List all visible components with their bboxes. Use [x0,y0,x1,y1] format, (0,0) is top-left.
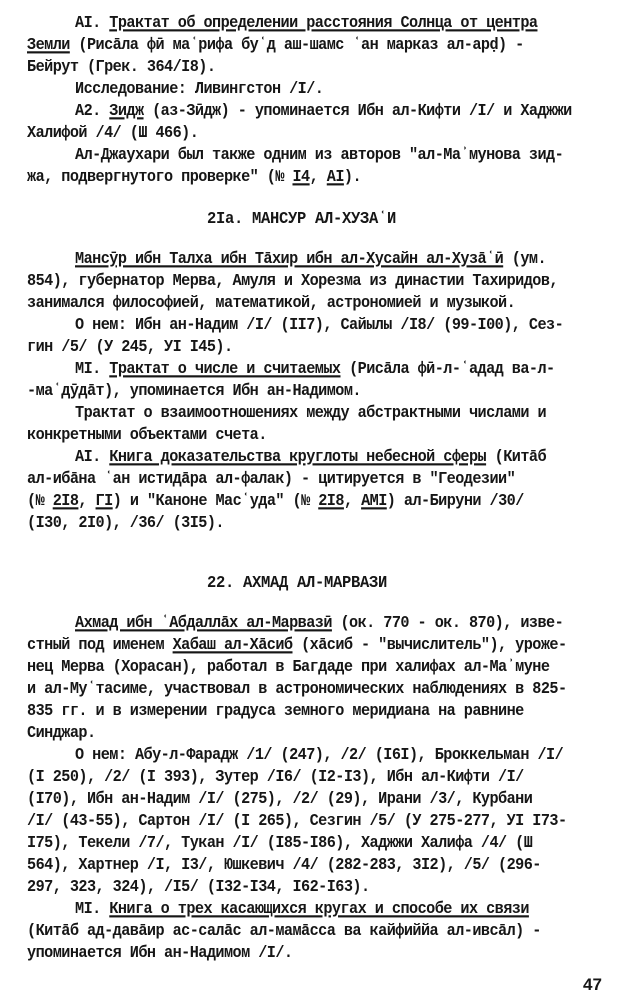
text-segment: (аз-Зӣдж) - упоминается Ибн ал-Кифти /I/ и Хаджжи [143,101,572,121]
text-segment: и ал-Муʿтасиме, участвовал в астрономических наблюдениях в 825- [27,679,567,699]
text-segment: занимался философией, математикой, астрономией и музыкой. [27,293,516,313]
underlined-title: ГI [95,491,113,511]
text-segment: (ок. 770 - ок. 870), изве- [331,613,564,633]
text-line [75,612,563,634]
text-segment: нец Мерва (Хорасан), работал в Багдаде при халифах ал-Маʾмуне [27,657,550,677]
underlined-title: Ахмад ибн ʿАбдаллāх ал-Марвазӣ [75,613,332,633]
text-line [27,942,292,964]
text-segment: О нем: Абу-л-Фарадж /1/ (247), /2/ (I6I), Броккельман /I/ [75,745,564,765]
text-segment: MI. [75,359,110,379]
underlined-title: 2I8 [318,491,344,511]
text-segment: жа, подвергнутого проверке" (№ [27,167,293,187]
text-segment: -маʿдӯдāт), упоминается Ибн ан-Надимом. [27,381,361,401]
text-line [27,270,558,292]
text-segment: ) ал-Бируни /30/ [386,491,524,511]
text-segment: 2Ia. МАНСУР АЛ-ХУЗАʿИ [207,209,397,229]
text-segment: (№ [27,491,53,511]
text-segment: ) и "Каноне Масʿуда" (№ [112,491,319,511]
text-segment: (I 250), /2/ (I 393), Зутер /I6/ (I2-I3), Ибн ал-Кифти /I/ [27,767,524,787]
text-line [75,12,537,34]
text-segment: упоминается Ибн ан-Надимом /I/. [27,943,293,963]
text-line [75,100,572,122]
underlined-title: Книга доказательства круглоты небесной сферы [109,447,487,467]
text-segment: Исследование: Ливингстон /I/. [75,79,324,99]
text-segment: /I/ (43-55), Сартон /I/ (I 265), Сезгин /5/ (У 275-277, УI I73- [27,811,567,831]
text-line [75,248,546,270]
underlined-title: I4 [292,167,310,187]
text-line [27,380,361,402]
text-segment: ). [343,167,362,187]
underlined-title: Мансӯр ибн Талха ибн Тāхир ибн ал-Хусайн ал-Хузāʿӣ [75,249,504,269]
page-number: 47 [583,975,602,994]
text-line [27,634,567,656]
text-segment: , [343,491,362,511]
text-segment: ал-ибāна ʿан истидāра ал-фалак) - цитируется в "Геодезии" [27,469,516,489]
text-line [27,788,532,810]
text-line [27,722,96,744]
text-segment: 564), Хартнер /I, I3/, Юшкевич /4/ (282-283, 3I2), /5/ (296- [27,855,541,875]
text-segment: Трактат о взаимоотношениях между абстрактными числами и [75,403,547,423]
text-segment: Ал-Джаухари был также одним из авторов "ал-Маʾмунова зид- [75,145,564,165]
text-line [75,402,546,424]
text-segment: Халифой /4/ (Ш 466). [27,123,199,143]
underlined-title: Хабаш ал-Хāсиб [172,635,293,655]
text-segment: (Китāб ад-давāир ас-салāс ал-мамāсса ва кайфиййа ал-ивсāл) - [27,921,541,941]
text-line [27,854,541,876]
text-segment: 22. АХМАД АЛ-МАРВАЗИ [207,573,388,593]
text-line [27,920,541,942]
text-line [75,744,563,766]
text-line [27,656,549,678]
text-segment: (Рисāла фӣ-л-ʿадад ва-л- [340,359,555,379]
text-segment: стный под именем [27,635,173,655]
text-line [27,810,567,832]
text-segment: Бейрут (Грек. 364/I8). [27,57,216,77]
text-line [27,166,361,188]
text-segment: , [309,167,327,187]
text-segment: (I70), Ибн ан-Надим /I/ (275), /2/ (29), Ирани /3/, Курбани [27,789,533,809]
text-line [27,292,515,314]
text-segment: , [78,491,96,511]
text-line [27,424,267,446]
text-line [27,34,524,56]
text-line [75,446,546,468]
text-line [27,700,524,722]
text-segment: Синджар. [27,723,96,743]
text-line [27,336,233,358]
text-line [27,678,567,700]
text-segment: (хāсиб - "вычислитель"), уроже- [292,635,567,655]
section-heading [207,572,387,594]
underlined-title: Трактат об определении расстояния Солнца от центра [109,13,538,33]
text-line [27,56,215,78]
text-segment: 835 гг. и в измерении градуса земного меридиана на равнине [27,701,524,721]
text-line [27,490,524,512]
text-segment: AI. [75,447,110,467]
text-line [27,766,524,788]
text-segment: (Китāб [486,447,547,467]
text-segment: I75), Текели /7/, Тукан /I/ (I85-I86), Хаджжи Халифа /4/ (Ш [27,833,533,853]
underlined-title: Земли [27,35,70,55]
text-segment: 854), губернатор Мерва, Амуля и Хорезма из династии Тахиридов, [27,271,558,291]
text-line [27,832,532,854]
text-segment: гин /5/ (У 245, УI I45). [27,337,233,357]
section-heading [207,208,396,230]
underlined-title: Трактат о числе и считаемых [109,359,341,379]
text-line [75,358,555,380]
text-line [75,898,529,920]
underlined-title: AI [326,167,344,187]
text-segment: A2. [75,101,110,121]
underlined-title: AMI [361,491,387,511]
text-segment: 297, 323, 324), /I5/ (I32-I34, I62-I63). [27,877,370,897]
text-line [27,512,224,534]
text-line [75,78,323,100]
underlined-title: Зидж [109,101,144,121]
text-segment: (ум. [503,249,547,269]
text-segment: AI. [75,13,110,33]
text-line [27,122,198,144]
text-segment: (Рисāла фӣ маʿрифа буʿд аш-шамс ʿан марказ ал-арḍ) - [69,35,524,55]
text-segment: MI. [75,899,110,919]
text-segment: (I30, 2I0), /36/ (3I5). [27,513,224,533]
text-segment: конкретными объектами счета. [27,425,267,445]
text-line [27,468,515,490]
text-segment: О нем: Ибн ан-Надим /I/ (II7), Сайылы /I8/ (99-I00), Сез- [75,315,564,335]
text-line [27,876,370,898]
text-line [75,144,563,166]
underlined-title: Книга о трех касающихся кругах и способе их связи [109,899,529,919]
text-line [75,314,563,336]
underlined-title: 2I8 [52,491,79,511]
